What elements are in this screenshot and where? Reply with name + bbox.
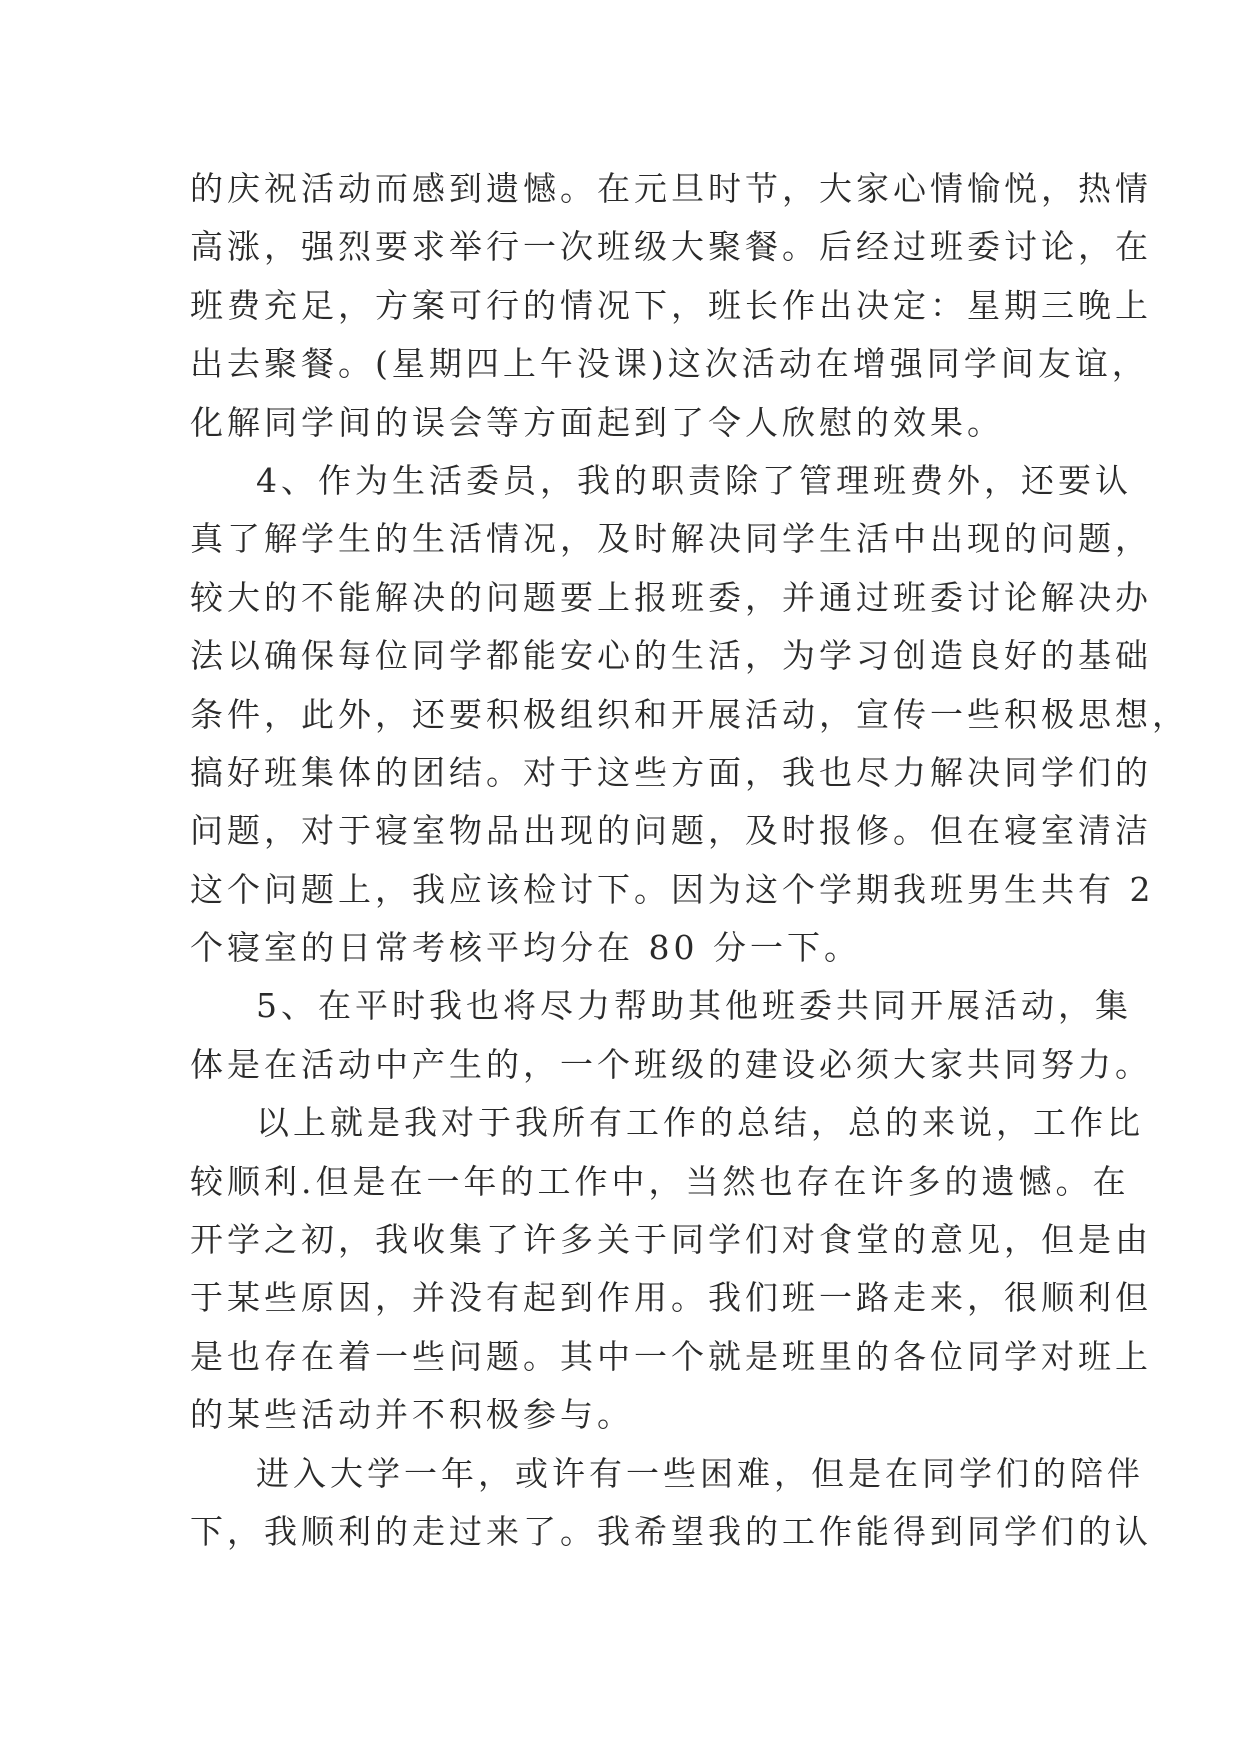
text-line: 出去聚餐。(星期四上午没课)这次活动在增强同学间友谊， (190, 344, 1149, 384)
text-line: 高涨，强烈要求举行一次班级大聚餐。后经过班委讨论，在 (190, 227, 1152, 267)
text-line: 体是在活动中产生的，一个班级的建设必须大家共同努力。 (190, 1044, 1152, 1084)
text-line: 的庆祝活动而感到遗憾。在元旦时节，大家心情愉悦，热情 (190, 169, 1152, 208)
text-line: 班费充足，方案可行的情况下，班长作出决定：星期三晚上 (190, 285, 1152, 325)
text-line: 问题，对于寝室物品出现的问题，及时报修。但在寝室清洁 (190, 811, 1152, 851)
text-line: 真了解学生的生活情况，及时解决同学生活中出现的问题， (190, 519, 1152, 559)
paragraph-first-line: 以上就是我对于我所有工作的总结，总的来说，工作比 (256, 1103, 1144, 1143)
text-line: 是也存在着一些问题。其中一个就是班里的各位同学对班上 (190, 1336, 1152, 1376)
text-line: 条件，此外，还要积极组织和开展活动，宣传一些积极思想， (190, 694, 1189, 734)
text-line: 法以确保每位同学都能安心的生活，为学习创造良好的基础 (190, 636, 1152, 676)
text-line: 较顺利.但是在一年的工作中，当然也存在许多的遗憾。在 (190, 1161, 1130, 1201)
paragraph-first-line: 5、在平时我也将尽力帮助其他班委共同开展活动，集 (256, 986, 1132, 1026)
text-line: 开学之初，我收集了许多关于同学们对食堂的意见，但是由 (190, 1220, 1152, 1260)
paragraph-first-line: 进入大学一年，或许有一些困难，但是在同学们的陪伴 (256, 1453, 1144, 1493)
text-line: 下，我顺利的走过来了。我希望我的工作能得到同学们的认 (190, 1511, 1152, 1551)
text-line: 于某些原因，并没有起到作用。我们班一路走来，很顺利但 (190, 1278, 1152, 1318)
document-body (190, 160, 1189, 1561)
text-line: 化解同学间的误会等方面起到了令人欣慰的效果。 (190, 402, 1004, 442)
text-line: 这个问题上，我应该检讨下。因为这个学期我班男生共有 2 (190, 869, 1155, 909)
text-line: 较大的不能解决的问题要上报班委，并通过班委讨论解决办 (190, 577, 1152, 617)
text-line: 搞好班集体的团结。对于这些方面，我也尽力解决同学们的 (190, 752, 1152, 792)
text-line: 个寝室的日常考核平均分在 80 分一下。 (190, 928, 861, 968)
text-line: 的某些活动并不积极参与。 (190, 1395, 634, 1435)
paragraph-first-line: 4、作为生活委员，我的职责除了管理班费外，还要认 (256, 460, 1132, 500)
